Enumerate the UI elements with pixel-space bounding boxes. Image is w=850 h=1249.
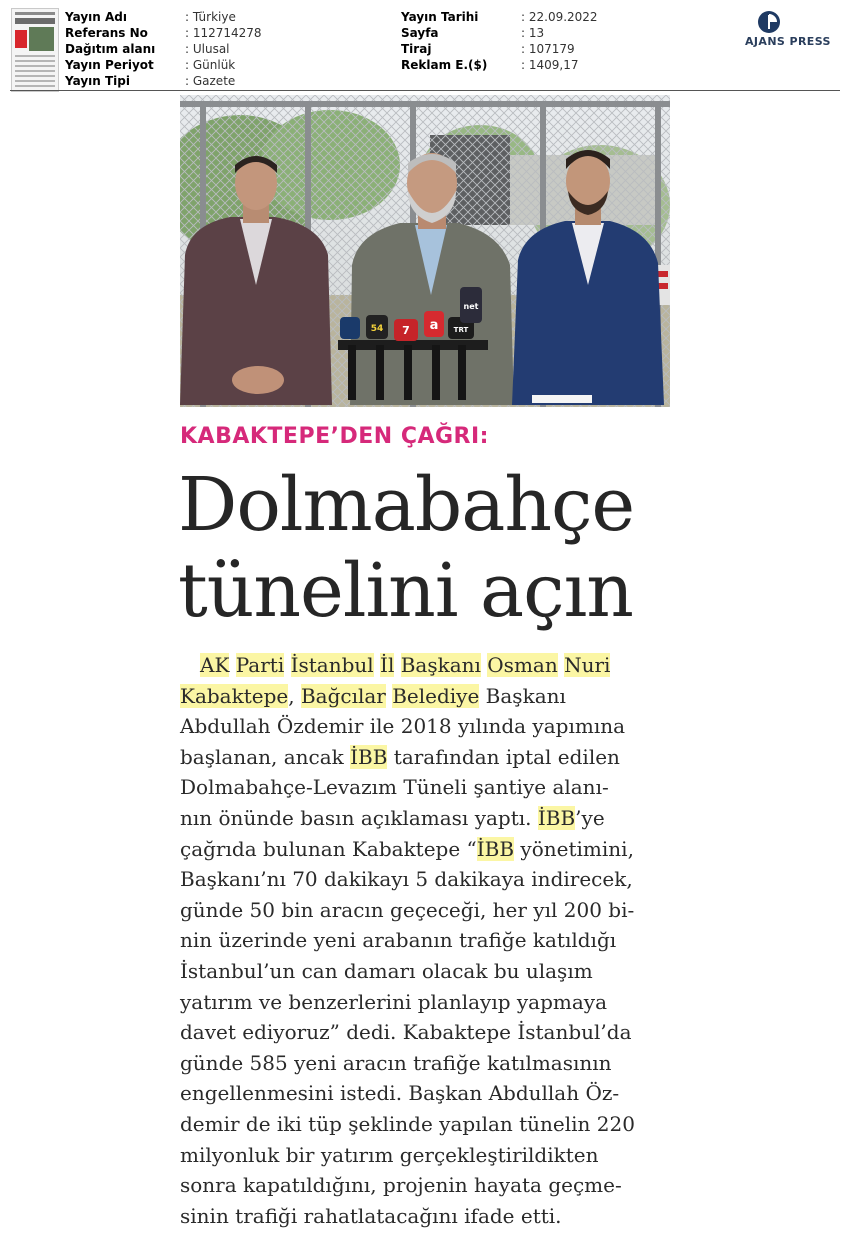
- body-line: [180, 803, 680, 834]
- body-line: [180, 1048, 680, 1079]
- meta-row: Yayın Periyot : Günlük: [65, 58, 236, 72]
- headline-line: tünelini açın: [178, 548, 633, 634]
- article-kicker: KABAKTEPE’DEN ÇAĞRI:: [180, 424, 489, 449]
- body-text-segment: tarafından iptal edilen: [387, 744, 620, 769]
- meta-row: Sayfa : 13: [401, 26, 545, 40]
- highlighted-term: Belediye: [392, 683, 480, 708]
- body-text-segment: sinin trafiği rahatlatacağını ifade etti.: [180, 1203, 562, 1228]
- highlighted-term: İBB: [476, 836, 515, 861]
- meta-row: Referans No : 112714278: [65, 26, 262, 40]
- body-line: [180, 925, 680, 956]
- body-text-segment: Dolmabahçe-Levazım Tüneli şantiye alanı-: [180, 775, 609, 800]
- body-text-segment: nın önünde basın açıklaması yaptı.: [180, 805, 538, 830]
- highlighted-term: Başkanı: [400, 653, 481, 677]
- meta-row: Tiraj : 107179: [401, 42, 575, 56]
- mic-label: net: [463, 302, 479, 311]
- body-text-segment: günde 585 yeni aracın trafiğe katılmasının: [180, 1050, 612, 1075]
- body-line: [180, 1170, 680, 1201]
- body-line: [180, 1078, 680, 1109]
- body-line: [180, 895, 680, 926]
- body-line: [180, 956, 680, 987]
- ajans-press-logo: [745, 10, 840, 48]
- meta-row: Reklam E.($) : 1409,17: [401, 58, 579, 72]
- article-body: [180, 650, 680, 1231]
- press-conference-photo: [180, 95, 670, 407]
- header-divider: [10, 90, 840, 91]
- body-text-segment: [394, 653, 400, 677]
- body-text-segment: yönetimini,: [514, 836, 634, 861]
- publication-meta-left: [65, 9, 262, 89]
- body-line: [180, 1140, 680, 1171]
- ajans-press-logo-icon: [757, 10, 781, 34]
- body-line: [180, 834, 680, 865]
- body-line: [180, 742, 680, 773]
- body-text-segment: çağrıda bulunan Kabaktepe “: [180, 836, 477, 861]
- meta-row: Yayın Tarihi : 22.09.2022: [401, 10, 598, 24]
- body-text-segment: günde 50 bin aracın geçeceği, her yıl 200 bi-: [180, 897, 635, 922]
- mic-label: 7: [402, 324, 410, 337]
- highlighted-term: Nuri: [564, 653, 611, 677]
- highlighted-term: AK: [200, 653, 230, 677]
- mic-label: 54: [370, 324, 384, 334]
- body-text-segment: sonra kapatıldığını, projenin hayata geçme-: [180, 1173, 622, 1198]
- body-text-segment: milyonluk bir yatırım gerçekleştirildikten: [180, 1142, 599, 1167]
- body-text-segment: yatırım ve benzerlerini planlayıp yapmaya: [180, 989, 608, 1014]
- highlighted-term: İstanbul: [290, 653, 374, 677]
- body-text-segment: Başkanı’nı 70 dakikayı 5 dakikaya indirecek,: [180, 867, 633, 892]
- mic-label: TRT: [453, 326, 469, 334]
- body-text-segment: nin üzerinde yeni arabanın trafiğe katıldığı: [180, 928, 617, 953]
- highlighted-term: İl: [380, 653, 395, 677]
- body-line: [180, 1109, 680, 1140]
- newspaper-thumbnail: [11, 8, 59, 92]
- publication-meta-right: [401, 9, 598, 73]
- mic-label: a: [429, 318, 439, 333]
- highlighted-term: Kabaktepe: [180, 683, 289, 708]
- meta-row: Yayın Tipi : Gazete: [65, 74, 236, 88]
- highlighted-term: İBB: [350, 744, 388, 769]
- body-text-segment: engellenmesini istedi. Başkan Abdullah Öz-: [180, 1081, 620, 1106]
- body-line: [180, 650, 680, 681]
- body-line: [180, 1017, 680, 1048]
- meta-row: Yayın Adı : Türkiye: [65, 10, 236, 24]
- body-text-segment: demir de iki tüp şeklinde yapılan tünelin 220: [180, 1111, 635, 1136]
- body-line: [180, 864, 680, 895]
- highlighted-term: Osman: [487, 653, 558, 677]
- body-text-segment: Abdullah Özdemir ile 2018 yılında yapımına: [180, 714, 626, 739]
- body-text-segment: [284, 653, 290, 677]
- body-line: [180, 711, 680, 742]
- body-text-segment: [229, 653, 235, 677]
- body-text-segment: Başkanı: [479, 683, 566, 708]
- body-text-segment: davet ediyoruz” dedi. Kabaktepe İstanbul’da: [180, 1020, 632, 1045]
- highlighted-term: İBB: [537, 805, 576, 830]
- highlighted-term: Bağcılar: [300, 683, 386, 708]
- body-line: [180, 772, 680, 803]
- meta-row: Dağıtım alanı : Ulusal: [65, 42, 230, 56]
- body-text-segment: ,: [288, 683, 301, 708]
- body-text-segment: İstanbul’un can damarı olacak bu ulaşım: [180, 958, 593, 983]
- body-text-segment: ’ye: [575, 805, 605, 830]
- body-line: [180, 987, 680, 1018]
- headline-line: Dolmabahçe: [178, 462, 635, 548]
- body-text-segment: başlanan, ancak: [180, 744, 351, 769]
- logo-text: AJANS PRESS: [745, 35, 831, 48]
- highlighted-term: Parti: [235, 653, 285, 677]
- article-headline: [178, 462, 678, 634]
- body-line: [180, 681, 680, 712]
- body-line: [180, 1201, 680, 1232]
